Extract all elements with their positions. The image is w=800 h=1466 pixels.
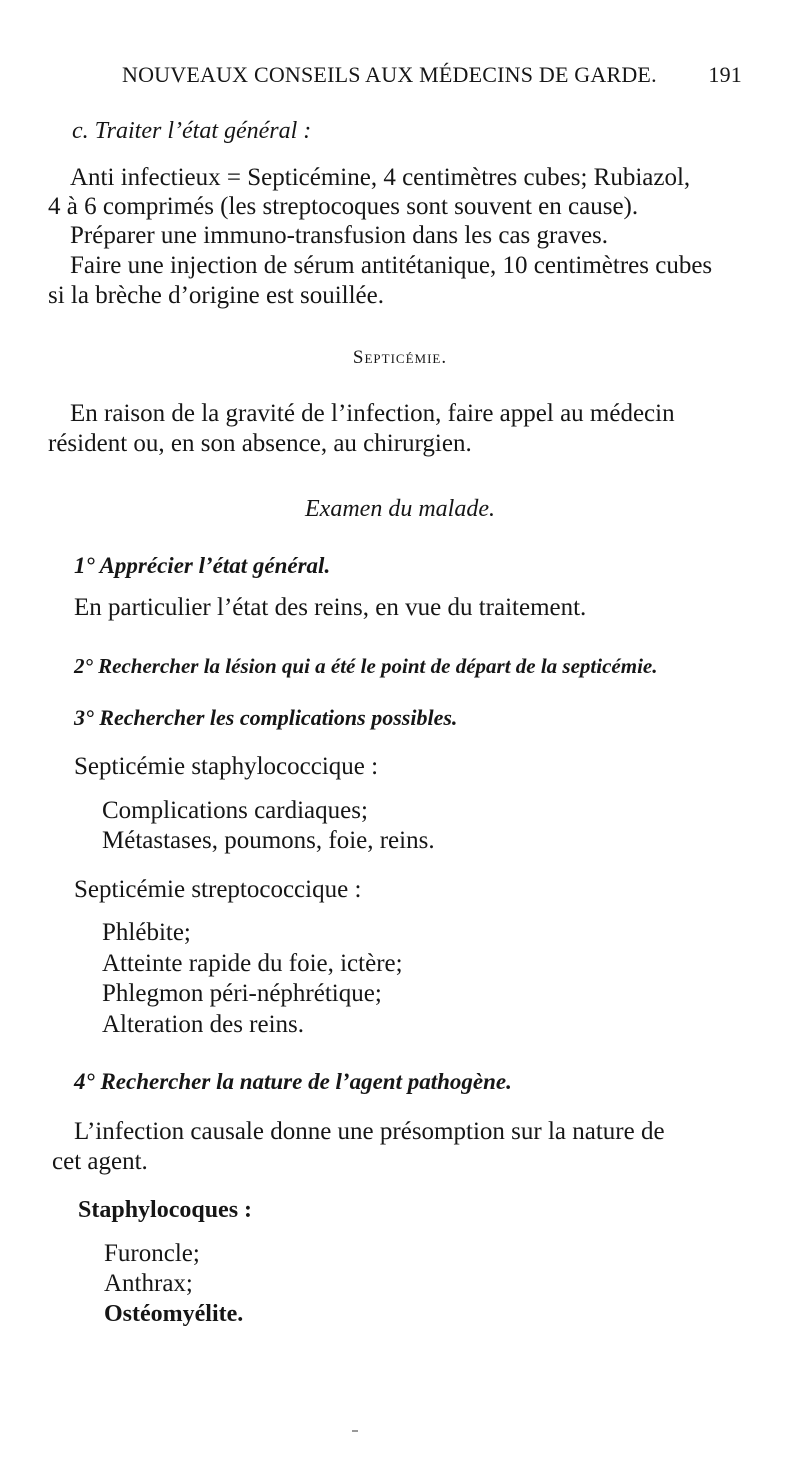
step4-heading: 4° Rechercher la nature de l’agent pathogène. — [74, 1069, 512, 1094]
list-item: Métastases, poumons, foie, reins. — [102, 827, 435, 854]
list-item: Alteration des reins. — [102, 1011, 305, 1038]
paragraph-line: résident ou, en son absence, au chirurgien. — [48, 430, 472, 457]
paragraph-line: Anti infectieux = Septicémine, 4 centimètres cubes; Rubiazol, — [70, 164, 691, 191]
paragraph-line: si la brèche d’origine est souillée. — [48, 282, 384, 309]
running-title: NOUVEAUX CONSEILS AUX MÉDECINS DE GARDE. — [122, 62, 657, 87]
page-number: 191 — [708, 62, 742, 87]
paragraph-line: En raison de la gravité de l’infection, faire appel au médecin — [70, 400, 675, 427]
strep-septicemia-label: Septicémie streptococcique : — [74, 876, 362, 903]
step3-heading: 3° Rechercher les complications possibles. — [74, 705, 458, 730]
list-item: Complications cardiaques; — [102, 797, 368, 824]
section-title-septicemie: Septicémie. — [352, 347, 448, 368]
list-item: Phlébite; — [102, 919, 191, 946]
list-item: Phlegmon péri-néphrétique; — [102, 980, 382, 1007]
step2-heading: 2° Rechercher la lésion qui a été le point de départ de la septicémie. — [74, 654, 658, 678]
step1-text: En particulier l’état des reins, en vue du traitement. — [74, 594, 587, 621]
list-item: Furoncle; — [104, 1240, 200, 1267]
paragraph-line: Préparer une immuno-transfusion dans les cas graves. — [70, 222, 609, 249]
list-item: Atteinte rapide du foie, ictère; — [102, 950, 403, 977]
paragraph-line: cet agent. — [52, 1148, 148, 1175]
list-item: Anthrax; — [104, 1270, 193, 1297]
section-heading-c: c. Traiter l’état général : — [72, 118, 312, 144]
subtitle-examen: Examen du malade. — [305, 496, 495, 522]
print-speck — [352, 1430, 358, 1432]
paragraph-line: Faire une injection de sérum antitétanique, 10 centimètres cubes — [70, 252, 713, 279]
step1-heading: 1° Apprécier l’état général. — [74, 553, 331, 578]
list-item: Ostéomyélite. — [104, 1301, 244, 1327]
paragraph-line: 4 à 6 comprimés (les streptocoques sont souvent en cause). — [48, 193, 639, 220]
paragraph-line: L’infection causale donne une présomption sur la nature de — [74, 1118, 665, 1145]
staph-septicemia-label: Septicémie staphylococcique : — [74, 753, 379, 780]
staphylocoques-label: Staphylocoques : — [78, 1197, 253, 1223]
